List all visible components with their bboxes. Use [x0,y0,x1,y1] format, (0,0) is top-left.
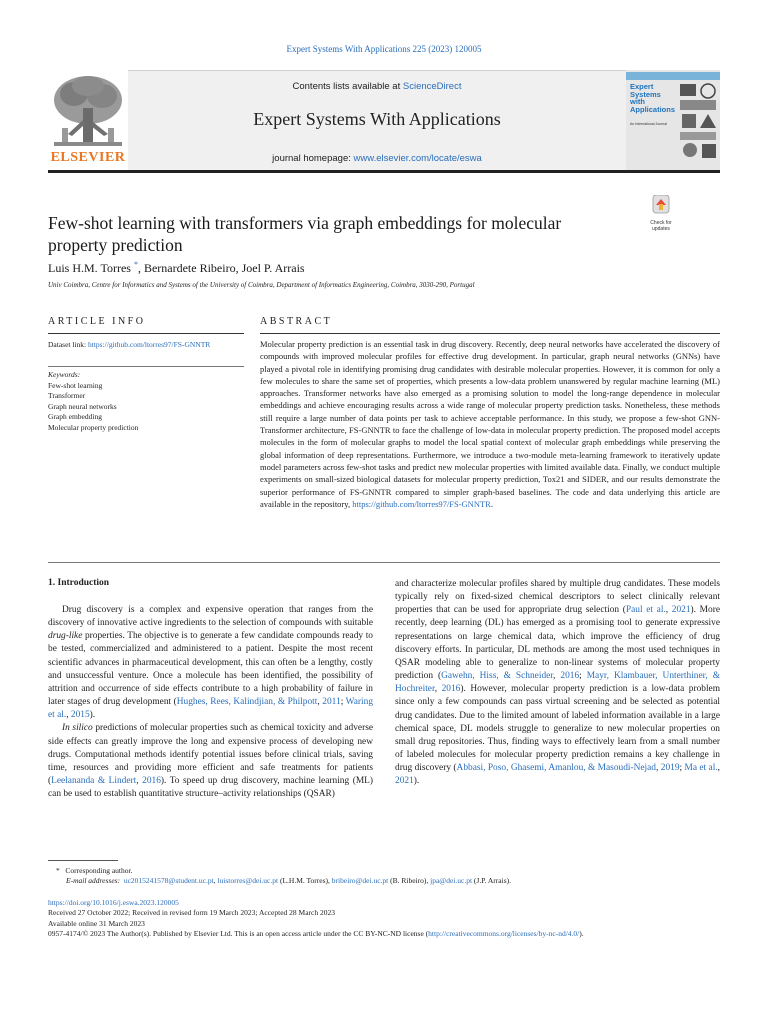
cover-graphics-icon [678,82,718,166]
email-owner: (L.H.M. Torres), [278,876,332,886]
homepage-prefix: journal homepage: [272,153,354,164]
elsevier-tree-icon [48,70,128,152]
keyword-item: Graph neural networks [48,401,117,411]
corresponding-label: Corresponding author. [65,866,133,875]
cover-title-line: with [630,97,645,106]
keywords-block [48,370,238,434]
introduction-heading: 1. Introduction [48,578,110,588]
authors [48,260,305,276]
affiliation: Univ Coimbra, Centre for Informatics and Systems of the University of Coimbra, Department of Informatics Engineering, Coimbra, 3030-290, Portugal [48,281,475,289]
keyword-item: Transformer [48,391,86,401]
keyword-item: Graph embedding [48,412,102,422]
article-info-heading: ARTICLE INFO [48,316,146,327]
cover-title-line: Applications [630,104,676,114]
masthead-rule [48,170,720,173]
abstract-body [260,338,720,510]
license-line [48,929,720,939]
email-label: E-mail addresses: [66,876,121,886]
keywords-rule [48,366,244,367]
email-owner: (B. Ribeiro), [388,876,431,886]
coauthors: , Bernardete Ribeiro, Joel P. Arrais [137,261,305,275]
corresponding-author-marker[interactable]: * [133,260,138,269]
journal-homepage [128,153,626,164]
elsevier-logo[interactable] [48,70,128,170]
masthead-center [128,70,626,171]
email-link[interactable]: jpa@dei.uc.pt [430,876,473,886]
email-owner: (J.P. Arrais). [472,876,512,886]
contents-line [128,81,626,92]
abstract-text: Molecular property prediction is an essential task in drug discovery. Recently, deep neural networks have accelerated the discovery of compounds with improved molecular profiles for effective drug development. In particular, graph neural networks (GNNs) have played a pivotal role in identifying promising drug candidates with desirable molecular properties. However, it is common for only a few molecules to share the same set of properties, which presents a low-data problem unanswered by regular machine learning (ML) approaches. Transformer networks have also emerged as a promising solution to model the long-range dependence in molecular embeddings and achieve encouraging results across a wide range of molecular property prediction tasks. Nonetheless, these methods still require a large number of data points per task to achieve acceptable performance. In this study, we propose a few-shot GNN-Transformer architecture, FS-GNNTR to face the challenge of low-data in molecular property prediction. The proposed model accepts molecules in the form of molecular graphs to model the local spatial context of molecular graph embeddings while preserving the global information of deep representations. Furthermore, we introduce a two-module meta-learning framework to iteratively update model parameters across few-shot tasks and predict new molecular properties with limited available data. Finally, we conduct multiple experiments on small-sized biological datasets for molecular property prediction, Tox21 and SIDER, and our results demonstrate the superior performance of FS-GNNTR compared to simpler graph-based baselines. The code and data underlying this article are available in the repository, [260,339,720,509]
journal-masthead [48,70,720,170]
footnote-rule [48,860,118,861]
running-head[interactable]: Expert Systems With Applications 225 (2023) 120005 [286,44,482,54]
cover-title-line: Expert [630,82,654,91]
abstract-end: . [490,498,493,509]
publication-info [48,898,720,940]
sciencedirect-link[interactable]: ScienceDirect [402,81,462,92]
footnote [56,866,720,887]
intro-left-column: Drug discovery is a complex and expensive operation that ranges from the discovery of innovative active ingredients to the selection of compounds with suitable drug-like properties. The objective is to generate a few candidate compounds ready to be tested, commercialized and administered to a patient. Despite the most recent scientific advances in pharmaceutical development, this can often be a lengthy, costly and unsuccessful venture. Once a molecule has been identified, the possibility of attrition and occurrence of side effects contribute to a high probability of failure in later stages of drug development (Hughes, Rees, Kalindjian, & Philpott, 2011; Waring et al., 2015). In silico predictions of molecular properties such as chemical toxicity and adverse side effects can greatly improve the long and expensive process of developing new drugs. Computational methods identify potential issues before clinical trials, saving time, resources and providing more efficient and safe treatments for patients (Leelananda & Lindert, 2016). To speed up drug discovery, machine learning (ML) can be used to establish quantitative structure–activity relationships (QSAR) [48,605,374,800]
author-torres: Luis H.M. Torres [48,261,134,275]
footnote-emails [56,876,720,886]
intro-right-column: and characterize molecular profiles shared by multiple drug candidates. These models typically rely on fixed-sized chemical descriptors to select clinically relevant properties that can be used for appropriate drug selection (Paul et al., 2021). More recently, deep learning (DL) has emerged as a promising tool to generate expressive representations on large chemical data, which improve the efficiency of drug discovery efforts. In particular, DL methods are among the most used techniques in QSAR modeling able to generalize to non-linear systems of molecular property prediction (Gawehn, Hiss, & Schneider, 2016; Mayr, Klambauer, Unterthiner, & Hochreiter, 2016). However, molecular property prediction is a low-data problem since only a few compounds can pass virtual screening and be selected as potential drug candidates. Due to the limited amount of labeled information available in a large chemical space, DL models struggle to generalize to new molecular properties on small drug repositories. Thus, finding ways to effectively learn from a small number of labeled molecules for molecular property prediction remains a key challenge in drug discovery (Abbasi, Poso, Ghasemi, Amanlou, & Masoudi-Nejad, 2019; Ma et al., 2021). [395,579,721,787]
dataset-label: Dataset link: [48,340,88,349]
check-updates-line2: updates [652,226,670,232]
doi-link[interactable]: https://doi.org/10.1016/j.eswa.2023.120005 [48,898,179,907]
check-updates-line1: Check for [650,220,672,226]
abstract-rule [260,333,720,334]
journal-cover[interactable] [626,70,720,170]
abstract-bottom-rule [48,562,720,563]
footnote-star: * [56,866,60,875]
email-sep: , [213,876,218,886]
email-link[interactable]: luistorres@dei.uc.pt [217,876,279,886]
cover-title-line: Systems [630,89,661,99]
dataset-link[interactable]: https://github.com/ltorres97/FS-GNNTR [88,340,211,349]
check-for-updates-badge[interactable] [645,195,677,232]
available-online: Available online 31 March 2023 [48,918,145,928]
cover-band [626,72,720,80]
article-title: Few-shot learning with transformers via graph embeddings for molecular property prediction [48,213,562,255]
received-dates: Received 27 October 2022; Received in revised form 19 March 2023; Accepted 28 March 2023 [48,908,335,918]
contents-prefix: Contents lists available at [292,81,403,92]
keyword-item: Molecular property prediction [48,422,139,432]
homepage-link[interactable]: www.elsevier.com/locate/eswa [353,153,482,164]
license-text: 0957-4174/© 2023 The Author(s). Published by Elsevier Ltd. This is an open access article under the CC BY-NC-ND license ( [48,929,429,939]
keyword-item: Few-shot learning [48,380,103,390]
keywords-label: Keywords: [48,370,81,379]
info-rule [48,333,244,334]
abstract-heading: ABSTRACT [260,316,333,327]
publisher-name: ELSEVIER [50,150,126,165]
cover-title [630,83,678,113]
license-end: ). [579,929,584,939]
email-link[interactable]: uc2015241578@student.uc.pt [123,876,214,886]
code-repository-link[interactable]: https://github.com/ltorres97/FS-GNNTR [352,498,491,509]
dataset-link-block [48,340,238,351]
journal-name[interactable]: Expert Systems With Applications [253,109,501,129]
check-updates-icon [645,195,677,215]
email-link[interactable]: bribeiro@dei.uc.pt [331,876,389,886]
footnote-corresponding [56,866,720,876]
license-link[interactable]: http://creativecommons.org/licenses/by-nc-nd/4.0/ [428,929,580,939]
cover-subtitle: An International Journal [630,122,667,126]
